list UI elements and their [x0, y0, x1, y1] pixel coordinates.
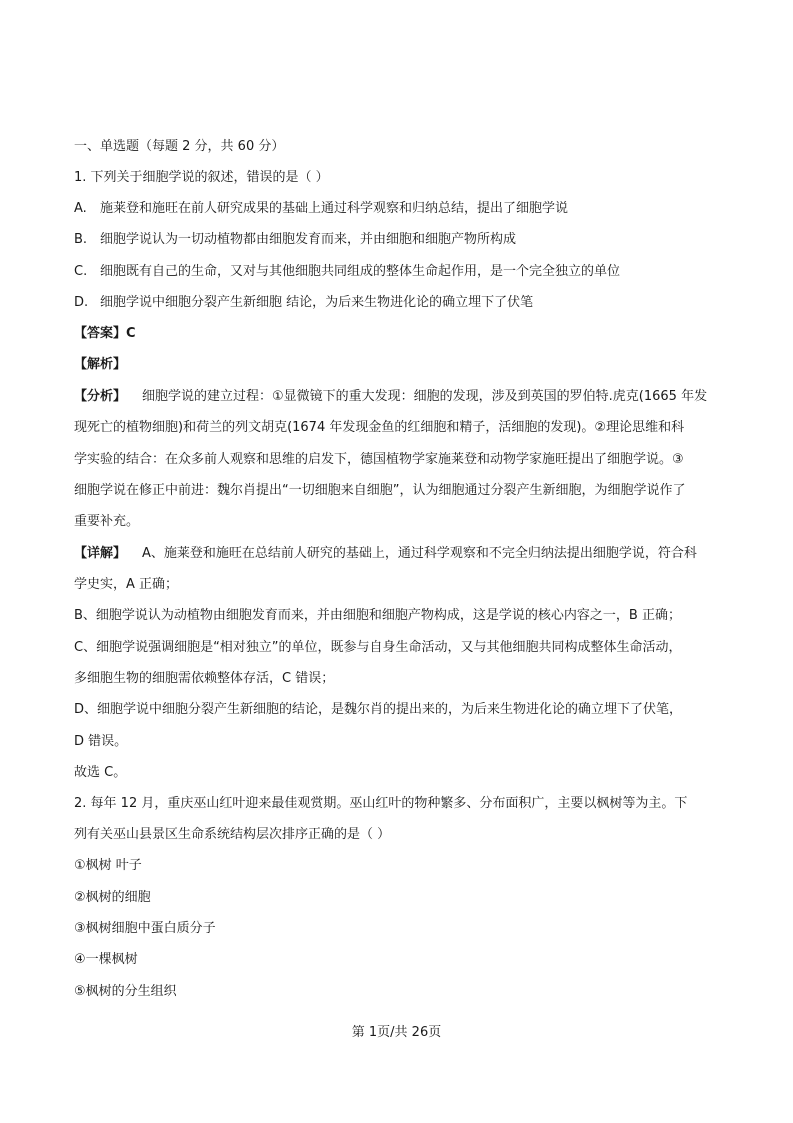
detail-tag: 【详解】 [74, 546, 127, 561]
page-footer: 第 1页/共 26页 [351, 1025, 442, 1040]
question-1-stem: 1. 下列关于细胞学说的叙述，错误的是（ ） [74, 170, 329, 185]
option-text: 细胞学说认为一切动植物都由细胞发育而来，并由细胞和细胞产物所构成 [100, 232, 517, 247]
q2-item-1: ①枫树 叶子 [74, 858, 142, 873]
option-label: B. [74, 232, 88, 247]
detail-line-3: B、细胞学说认为动植物由细胞发育而来，并由细胞和细胞产物构成，这是学说的核心内容之一，B 正确； [74, 608, 681, 623]
detail-line-2: 学史实，A 正确； [74, 577, 179, 592]
answer-value: C [126, 326, 136, 341]
option-text: 细胞学说中细胞分裂产生新细胞 结论，为后来生物进化论的确立埋下了伏笔 [100, 295, 534, 310]
option-label: A. [74, 201, 87, 216]
analysis-text: 细胞学说的建立过程：①显微镜下的重大发现：细胞的发现，涉及到英国的罗伯特.虎克(1665 年发 [142, 389, 708, 404]
question-2-stem-line-2: 列有关巫山县景区生命系统结构层次排序正确的是（ ） [74, 827, 391, 842]
answer-tag: 【答案】 [74, 326, 127, 341]
option-text: 施莱登和施旺在前人研究成果的基础上通过科学观察和归纳总结，提出了细胞学说 [100, 201, 569, 216]
q2-item-3: ③枫树细胞中蛋白质分子 [74, 921, 216, 936]
analysis-tag: 【分析】 [74, 389, 127, 404]
analysis-line-4: 细胞学说在修正中前进：魏尔肖提出“一切细胞来自细胞”，认为细胞通过分裂产生新细胞，为细胞学说作了 [74, 483, 686, 498]
question-2-stem-line-1: 2. 每年 12 月，重庆巫山红叶迎来最佳观赏期。巫山红叶的物种繁多、分布面积广，主要以枫树等为主。下 [74, 796, 688, 811]
option-text: 细胞既有自己的生命，又对与其他细胞共同组成的整体生命起作用，是一个完全独立的单位 [100, 264, 621, 279]
answer-line [74, 325, 734, 343]
detail-line-6: D、细胞学说中细胞分裂产生新细胞的结论，是魏尔肖的提出来的，为后来生物进化论的确立埋下了伏笔， [74, 702, 683, 717]
analysis-line-3: 学实验的结合：在众多前人观察和思维的启发下，德国植物学家施莱登和动物学家施旺提出了细胞学说。③ [74, 452, 684, 467]
detail-text: A、施莱登和施旺在总结前人研究的基础上，通过科学观察和不完全归纳法提出细胞学说，符合科 [142, 546, 697, 561]
q2-item-4: ④一棵枫树 [74, 952, 138, 967]
option-label: D. [74, 295, 89, 310]
q2-item-5: ⑤枫树的分生组织 [74, 984, 177, 999]
analysis-line-2: 现死亡的植物细胞)和荷兰的列文胡克(1674 年发现金鱼的红细胞和精子，活细胞的发现)。②理论思维和科 [74, 420, 685, 435]
explanation-tag: 【解析】 [74, 357, 127, 372]
option-label: C. [74, 264, 88, 279]
analysis-line-5: 重要补充。 [74, 514, 140, 529]
section-title: 一、单选题（每题 2 分，共 60 分） [74, 139, 285, 154]
q2-item-2: ②枫树的细胞 [74, 890, 151, 905]
detail-line-5: 多细胞生物的细胞需依赖整体存活，C 错误； [74, 671, 335, 686]
detail-line-4: C、细胞学说强调细胞是“相对独立”的单位，既参与自身生命活动，又与其他细胞共同构成整体生命活动， [74, 640, 682, 655]
detail-line-8: 故选 C。 [74, 765, 127, 780]
detail-line-7: D 错误。 [74, 734, 128, 749]
